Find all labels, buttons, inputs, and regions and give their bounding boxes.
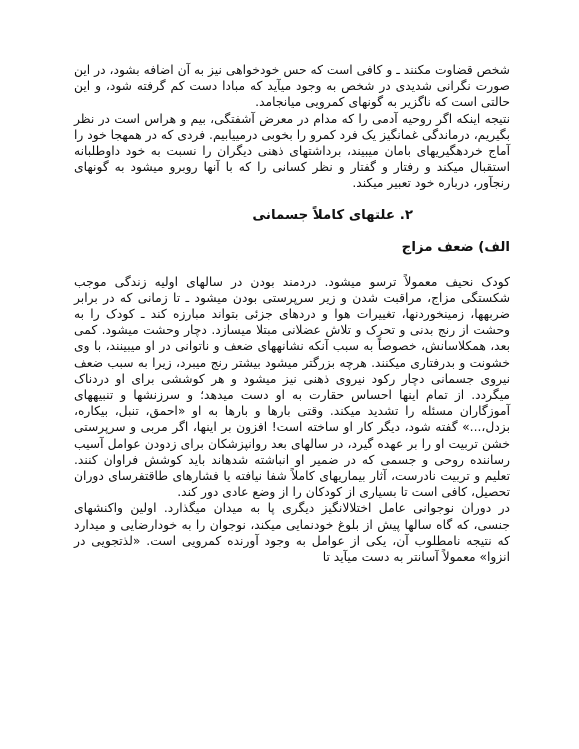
- paragraph-ego-sensitivity: شخص قضاوت مکنند ـ و کافی است که حس خودخواهی نیز به آن اضافه بشود، در این صورت نگرانی شدیدی در شخص به وجود میآید که مبادا دست کم گرفته شود، و این حالتی است که ناگزیر به گونهای کمرویی میانجامد.: [74, 63, 510, 110]
- paragraph-conclusion: نتیجه اینکه اگر روحیه آدمی را که مدام در معرض آشفتگی، بیم و هراس است در نظر بگیریم، درماندگی غمانگیز یک فرد کمرو را بخوبی درمییابیم. فردی که در همهجا خود را آماج خردهگیریهای بامان میبیند، برداشتهای ذهنی دیگران را نسبت به خود داوطلبانه استقبال میکند و رفتار و گفتار و نظر کسانی را که با آنها روبرو میشود به گونهای رنجآور، درباره خود تعبیر میکند.: [74, 111, 510, 191]
- paragraph-adolescence: در دوران نوجوانی عامل اختلالانگیز دیگری پا به میدان میگذارد. اولین واکنشهای جنسی، که گاه سالها پیش از بلوغ خودنمایی میکند، نوجوان را به خودارضایی و میدارد که نتیجه نامطلوب آن، یکی از عوامل به وجود آورنده کمرویی است. «لذتجویی در انزوا» معمولاً آسانتر به دست میآید تا: [74, 501, 510, 565]
- subsection-heading-weak-constitution: الف) ضعف مزاج: [401, 239, 510, 255]
- paragraph-frail-child: کودک نحیف معمولاً ترسو میشود. دردمند بودن در سالهای اولیه زندگی موجب شکستگی مزاج، مراقبت شدن و زیر سرپرستی بودن میشود ـ تا زمانی که در برابر ضربهها، زمینخوردنها، تغییرات هوا و دردهای جزئی بتواند مبارزه کند ـ کودک را به وحشت از رنج بدنی و تحرک و تلاش عضلانی مبتلا میسازد. دچار وحشت میشود. کمی بعد، همکلاسانش، خصوصاً به سبب آنکه نشانههای ضعف و ناتوانی در او میبینند، با وی خشونت و بدرفتاری میکنند. هرچه بزرگتر میشود بیشتر رنج میبرد، زیرا به سبب ضعف نیروی جسمانی دچار رکود نیروی ذهنی نیز میشود و هر کوششی برای او دردناک میگردد. از تمام اینها احساس حقارت به او دست میدهد؛ و سرزنشها و تنبیههای آموزگاران مسئله را تشدید میکند. وقتی بارها و بارها به او «احمق، تنبل، بیکاره، بزدل،...» گفته شود، دیگر کار او ساخته است! افزون بر اینها، اگر مربی و سرپرستی خشن تربیت او را بر عهده گیرد، در سالهای بعد روانپزشکان برای زدودن عوامل آسیب رساننده روحی و جسمی که در ضمیر او انباشته شدهاند باید کوشش فراوان کنند. تعلیم و تربیت نادرست، آثار بیماریهای کاملاً شفا نیافته یا فشارهای طاقتفرسای دوران تحصیل، کافی است تا بسیاری از کودکان را از وضع عادی دور کند.: [74, 274, 510, 500]
- section-heading-physical-causes: ۲. علتهای کاملاً جسمانی: [252, 207, 413, 223]
- document-page: [74, 62, 510, 565]
